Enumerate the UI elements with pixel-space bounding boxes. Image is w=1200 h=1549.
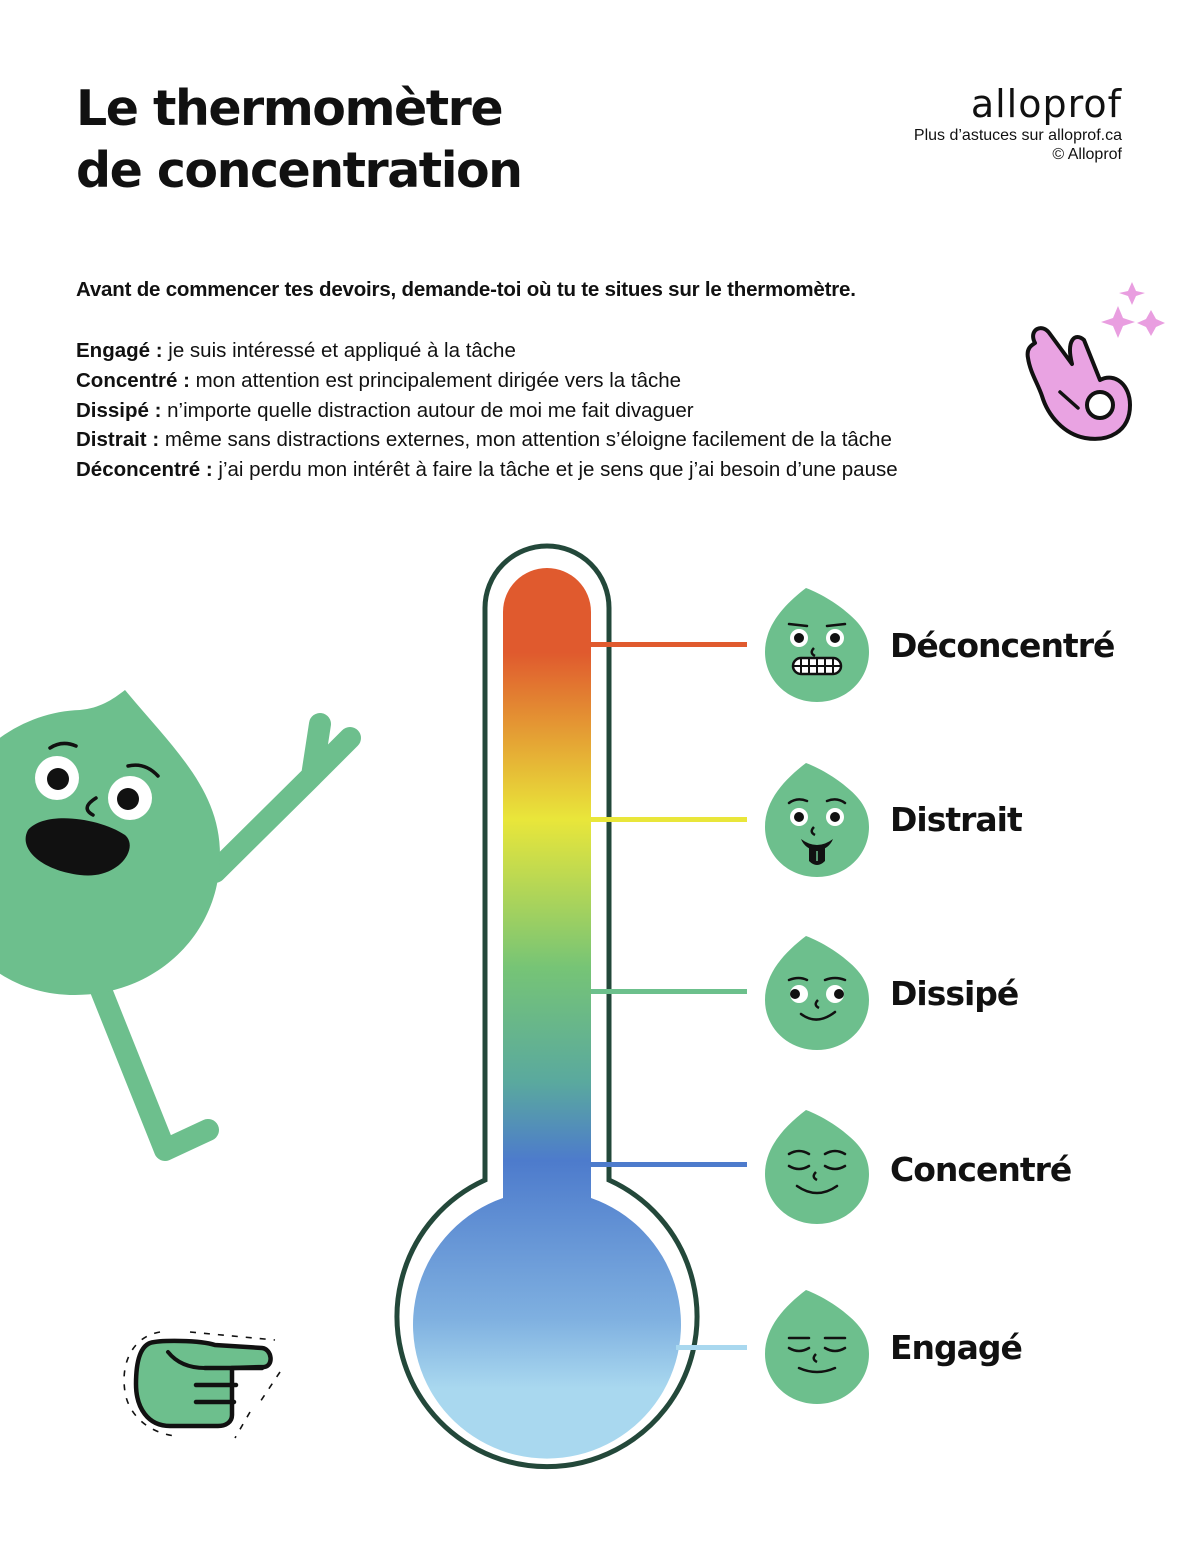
definition-term: Distrait : (76, 428, 160, 452)
sparkles-icon (1101, 282, 1165, 338)
grimace-face-icon (765, 588, 869, 702)
level-line-deconcentre (591, 642, 747, 647)
brand-tagline[interactable]: Plus d’astuces sur alloprof.ca (913, 127, 1122, 144)
alloprof-logo[interactable]: alloprof (970, 82, 1122, 126)
definition-text: je suis intéressé et appliqué à la tâche (162, 339, 516, 362)
definition-term: Concentré : (76, 368, 190, 392)
level-label-distrait: Distrait (890, 800, 1022, 839)
definition-text: n’importe quelle distraction autour de moi me fait divaguer (161, 398, 694, 422)
title-line-2: de concentration (76, 142, 522, 199)
pointing-hand-icon (124, 1332, 280, 1438)
level-label-engage: Engagé (890, 1328, 1022, 1367)
level-label-concentre: Concentré (890, 1150, 1072, 1189)
brand-copyright: © Alloprof (1052, 146, 1122, 163)
level-label-deconcentre: Déconcentré (890, 626, 1115, 665)
definition-term: Déconcentré : (76, 458, 213, 482)
intro-text: Avant de commencer tes devoirs, demande-toi où tu te situes sur le thermomètre. (76, 278, 856, 301)
waving-drop-character (0, 690, 350, 1150)
level-line-distrait (591, 817, 747, 822)
title-line-1: Le thermomètre (76, 80, 503, 137)
definition-text: j’ai perdu mon intérêt à faire la tâche et je sens que j’ai besoin d’une pause (212, 458, 898, 482)
definition-text: même sans distractions externes, mon attention s’éloigne facilement de la tâche (159, 428, 892, 452)
level-line-engage (676, 1345, 747, 1350)
calm-face-icon (765, 1290, 869, 1404)
definition-text: mon attention est principalement dirigée vers la tâche (189, 368, 682, 392)
tongue-out-face-icon (765, 763, 869, 877)
side-eye-face-icon (765, 936, 869, 1050)
content-face-icon (765, 1110, 869, 1224)
level-line-dissipe (591, 989, 747, 994)
ok-hand-icon (1028, 328, 1130, 439)
definition-term: Engagé : (76, 339, 163, 362)
thermometer (397, 546, 747, 1467)
level-line-concentre (591, 1162, 747, 1167)
level-label-dissipe: Dissipé (890, 974, 1019, 1013)
definition-term: Dissipé : (76, 398, 162, 422)
